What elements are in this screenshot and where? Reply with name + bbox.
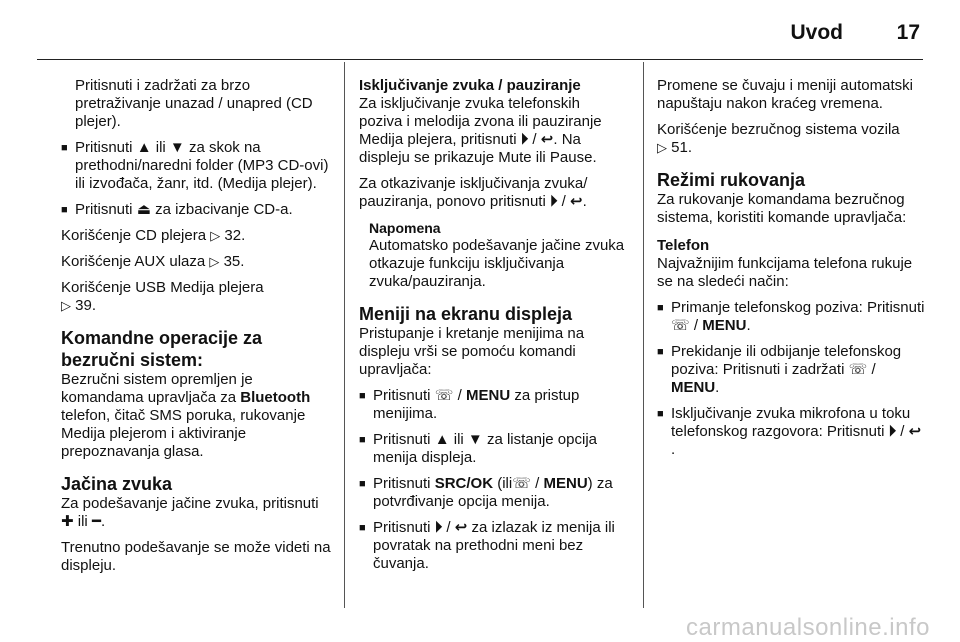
column-divider: [344, 62, 345, 608]
back-icon: ↩: [570, 193, 583, 210]
list-item: ■ Pritisnuti SRC/OK (ili☏ / MENU) za potvrđivanje opcija menija.: [359, 475, 613, 510]
paragraph: Korišćenje USB Medija plejera ▷ 39.: [61, 279, 264, 314]
paragraph: Za isključivanje zvuka telefonskih poziva i melodija zvona ili pauziranje Medija plejera, pritisnuti ⏵ / ↩. Na displeju se prikazuje Mute ili Pause.: [359, 95, 602, 166]
bullet-icon: ■: [359, 390, 366, 402]
list-item: ■ Pritisnuti ▲ ili ▼ za listanje opcija menija displeja.: [359, 431, 597, 466]
mute-icon: ⏵: [434, 519, 443, 536]
bullet-icon: ■: [657, 302, 664, 314]
paragraph: Za rukovanje komandama bezručnog sistema, koristiti komande upravljača:: [657, 191, 907, 226]
plus-icon: ✚: [61, 513, 74, 530]
list-item: ■ Isključivanje zvuka mikrofona u toku telefonskog razgovora: Pritisnuti ⏵ / ↩.: [657, 405, 922, 458]
paragraph: Pritisnuti i zadržati za brzo pretraživanje unazad / unapred (CD plejer).: [75, 77, 313, 130]
page-ref-icon: ▷: [209, 254, 220, 269]
paragraph: Pristupanje i kretanje menijima na displeju vrši se pomoću komandi upravljača:: [359, 325, 585, 378]
note-box: [359, 219, 627, 291]
list-item: ■ Prekidanje ili odbijanje telefonskog poziva: Pritisnuti i zadržati ☏ / MENU.: [657, 343, 902, 396]
back-icon: ↩: [454, 519, 468, 536]
phone-icon: ☏: [512, 475, 531, 492]
eject-icon: ⏏: [136, 201, 151, 218]
bullet-icon: ■: [359, 478, 366, 490]
bullet-icon: ■: [61, 204, 68, 216]
phone-icon: ☏: [434, 387, 454, 404]
paragraph: Korišćenje AUX ulaza ▷ 35.: [61, 253, 245, 270]
list-item: ■ Pritisnuti ⏵ / ↩ za izlazak iz menija ili povratak na prethodni meni bez čuvanja.: [359, 519, 615, 572]
column-3: [657, 77, 925, 467]
paragraph: Korišćenje bezručnog sistema vozila ▷ 51.: [657, 121, 900, 156]
mute-icon: ⏵: [549, 193, 558, 210]
arrow-up-icon: ▲: [434, 431, 450, 448]
section-heading: Režimi rukovanja: [657, 170, 806, 190]
page-ref-icon: ▷: [657, 140, 667, 155]
page-header: [0, 0, 960, 62]
watermark: carmanualsonline.info: [686, 614, 930, 641]
column-divider: [643, 62, 644, 608]
bullet-icon: ■: [657, 408, 664, 420]
paragraph: Za otkazivanje isključivanja zvuka/ pauziranja, ponovo pritisnuti ⏵ / ↩.: [359, 175, 588, 210]
header-rule: [37, 59, 923, 60]
bullet-icon: ■: [359, 434, 366, 446]
note-text: Automatsko podešavanje jačine zvuka otkazuje funkciju isključivanja zvuka/pauziranja.: [369, 237, 625, 290]
paragraph: Bezručni sistem opremljen je komandama upravljača za Bluetooth telefon, čitač SMS poruka, rukovanje Medija plejerom i aktiviranje prepoznavanja glasa.: [61, 371, 311, 460]
bullet-icon: ■: [61, 142, 68, 154]
section-heading: Jačina zvuka: [61, 474, 173, 494]
paragraph: Trenutno podešavanje se može videti na displeju.: [61, 539, 331, 574]
subheading: Isključivanje zvuka / pauziranje: [359, 77, 581, 94]
list-item: ■ Pritisnuti ⏏ za izbacivanje CD-a.: [61, 201, 293, 218]
paragraph: Za podešavanje jačine zvuka, pritisnuti ✚ ili ━.: [61, 495, 319, 530]
paragraph: Najvažnijim funkcijama telefona rukuje se na sledeći način:: [657, 255, 913, 290]
back-icon: ↩: [540, 131, 554, 148]
mute-icon: ⏵: [520, 131, 529, 148]
list-item: ■ Primanje telefonskog poziva: Pritisnuti ☏ / MENU.: [657, 299, 925, 334]
arrow-down-icon: ▼: [467, 431, 483, 448]
paragraph: Korišćenje CD plejera ▷ 32.: [61, 227, 246, 244]
bullet-icon: ■: [359, 522, 366, 534]
back-icon: ↩: [908, 423, 922, 440]
page-ref-icon: ▷: [210, 228, 221, 243]
header-title: Uvod: [790, 21, 843, 44]
list-item: ■ Pritisnuti ☏ / MENU za pristup menijima.: [359, 387, 580, 422]
page-ref-icon: ▷: [61, 298, 71, 313]
paragraph: Promene se čuvaju i meniji automatski napuštaju nakon kraćeg vremena.: [657, 77, 913, 112]
subheading: Telefon: [657, 237, 710, 254]
list-item: ■ Pritisnuti ▲ ili ▼ za skok na prethodni/naredni folder (MP3 CD-ovi) ili izvođača, žanr, itd. (Medija plejer).: [61, 139, 329, 192]
column-2: [359, 77, 627, 581]
arrow-up-icon: ▲: [136, 139, 152, 156]
column-1: [61, 77, 331, 583]
mute-icon: ⏵: [888, 423, 897, 440]
phone-icon: ☏: [848, 361, 868, 378]
phone-icon: ☏: [671, 317, 690, 334]
page-number: 17: [896, 21, 920, 44]
bullet-icon: ■: [657, 346, 664, 358]
note-title: Napomena: [369, 220, 441, 236]
section-heading: Komandne operacije za bezručni sistem:: [61, 328, 263, 370]
section-heading: Meniji na ekranu displeja: [359, 304, 573, 324]
minus-icon: ━: [91, 513, 101, 530]
arrow-down-icon: ▼: [169, 139, 185, 156]
